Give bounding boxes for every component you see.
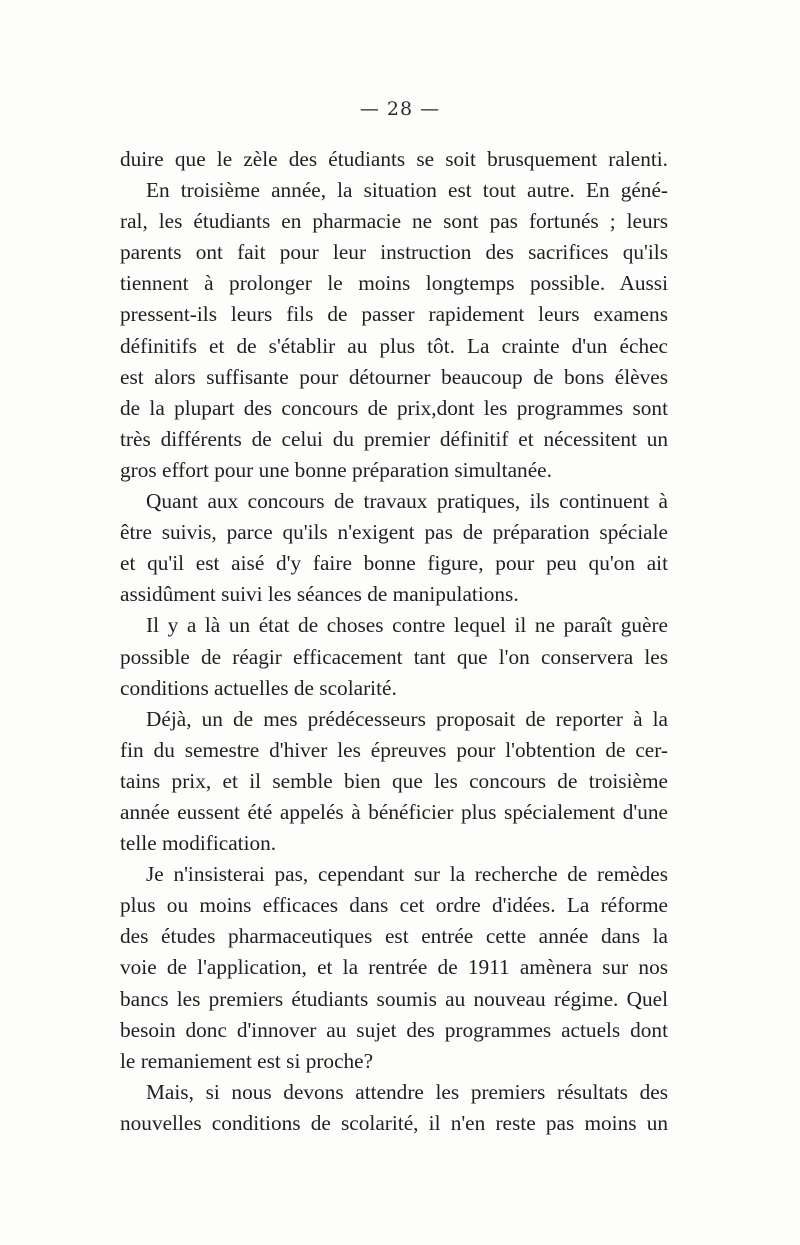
text-line: pressent-ils leurs fils de passer rapidement leurs examens [120,302,668,327]
text-line: possible de réagir efficacement tant que l'on conservera les [120,644,668,669]
text-line: Quant aux concours de travaux pratiques, ils continuent à [146,489,668,514]
text-line: voie de l'application, et la rentrée de 1911 amènera sur nos [120,955,668,980]
body-text [120,144,668,1139]
text-line: En troisième année, la situation est tout autre. En géné- [146,178,668,203]
text-line: nouvelles conditions de scolarité, il n'en reste pas moins un [120,1110,668,1135]
text-line: parents ont fait pour leur instruction des sacrifices qu'ils [120,240,668,265]
text-line: duire que le zèle des étudiants se soit brusquement ralenti. [120,147,668,171]
text-line: gros effort pour une bonne préparation simultanée. [120,457,552,482]
text-line: Il y a là un état de choses contre lequel il ne paraît guère [146,613,668,638]
text-line: bancs les premiers étudiants soumis au nouveau régime. Quel [120,986,668,1011]
text-line: telle modification. [120,831,277,856]
text-line: et qu'il est aisé d'y faire bonne figure, pour peu qu'on ait [120,551,668,576]
text-line: de la plupart des concours de prix,dont les programmes sont [120,395,668,420]
text-line: tiennent à prolonger le moins longtemps possible. Aussi [120,271,668,296]
text-line: Déjà, un de mes prédécesseurs proposait de reporter à la [146,706,668,731]
text-line: fin du semestre d'hiver les épreuves pour l'obtention de cer- [120,737,668,762]
text-line: Mais, si nous devons attendre les premiers résultats des [146,1079,668,1104]
text-line: besoin donc d'innover au sujet des programmes actuels dont [120,1017,668,1042]
text-line: tains prix, et il semble bien que les concours de troisième [120,768,668,793]
text-line: des études pharmaceutiques est entrée cette année dans la [120,924,668,949]
text-line: est alors suffisante pour détourner beaucoup de bons élèves [120,364,668,389]
text-line: être suivis, parce qu'ils n'exigent pas de préparation spéciale [120,520,668,545]
page-number: — 28 — [359,98,441,120]
text-line: ral, les étudiants en pharmacie ne sont pas fortunés ; leurs [120,209,668,234]
text-line: assidûment suivi les séances de manipulations. [120,582,519,607]
text-line: plus ou moins efficaces dans cet ordre d'idées. La réforme [120,893,668,918]
text-line: définitifs et de s'établir au plus tôt. La crainte d'un échec [120,333,668,358]
text-line: le remaniement est si proche? [120,1048,374,1073]
text-line: année eussent été appelés à bénéficier plus spécialement d'une [120,799,668,824]
text-line: Je n'insisterai pas, cependant sur la recherche de remèdes [146,862,668,887]
text-line: conditions actuelles de scolarité. [120,675,397,700]
text-line: très différents de celui du premier définitif et nécessitent un [120,426,668,451]
